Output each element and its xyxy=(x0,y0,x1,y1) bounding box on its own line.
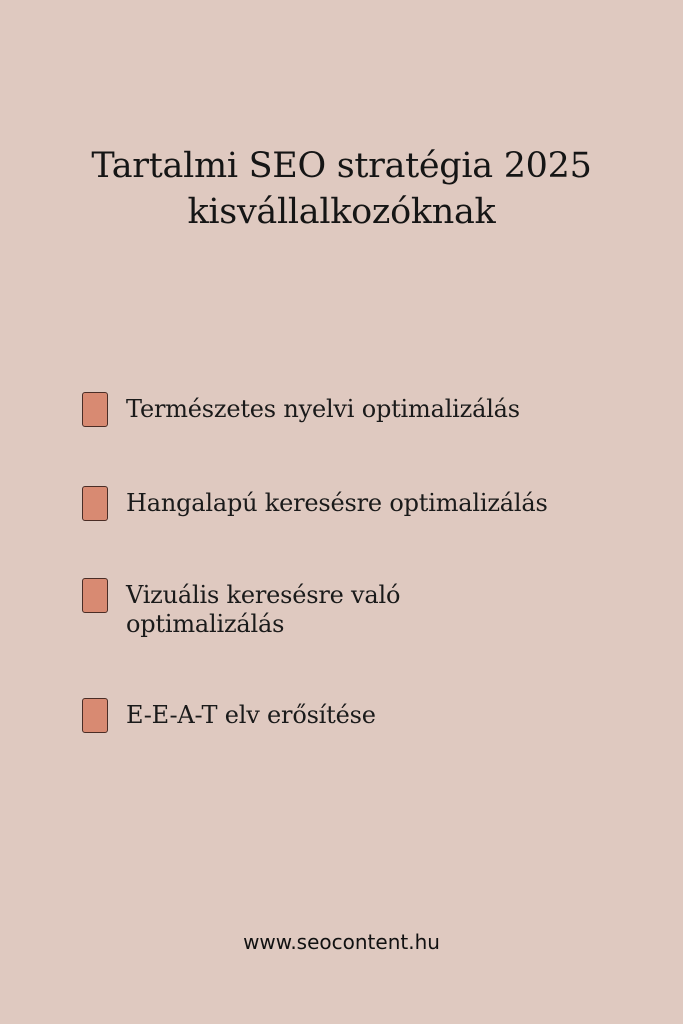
list-item-label: Hangalapú keresésre optimalizálás xyxy=(126,489,548,517)
list-item xyxy=(82,578,466,639)
list-item xyxy=(82,392,616,427)
square-bullet-icon xyxy=(82,392,108,427)
list-item-label: Vizuális keresésre való optimalizálás xyxy=(126,581,401,638)
title-line-1: Tartalmi SEO stratégia 2025 xyxy=(91,146,592,186)
list-item-label: Természetes nyelvi optimalizálás xyxy=(126,395,520,423)
title-line-2: kisvállalkozóknak xyxy=(187,192,496,232)
list-item-label: E-E-A-T elv erősítése xyxy=(126,701,376,729)
square-bullet-icon xyxy=(82,698,108,733)
website-url: www.seocontent.hu xyxy=(243,930,440,954)
list-item xyxy=(82,486,616,521)
square-bullet-icon xyxy=(82,486,108,521)
list-item xyxy=(82,698,616,733)
page-title xyxy=(0,143,683,235)
square-bullet-icon xyxy=(82,578,108,613)
